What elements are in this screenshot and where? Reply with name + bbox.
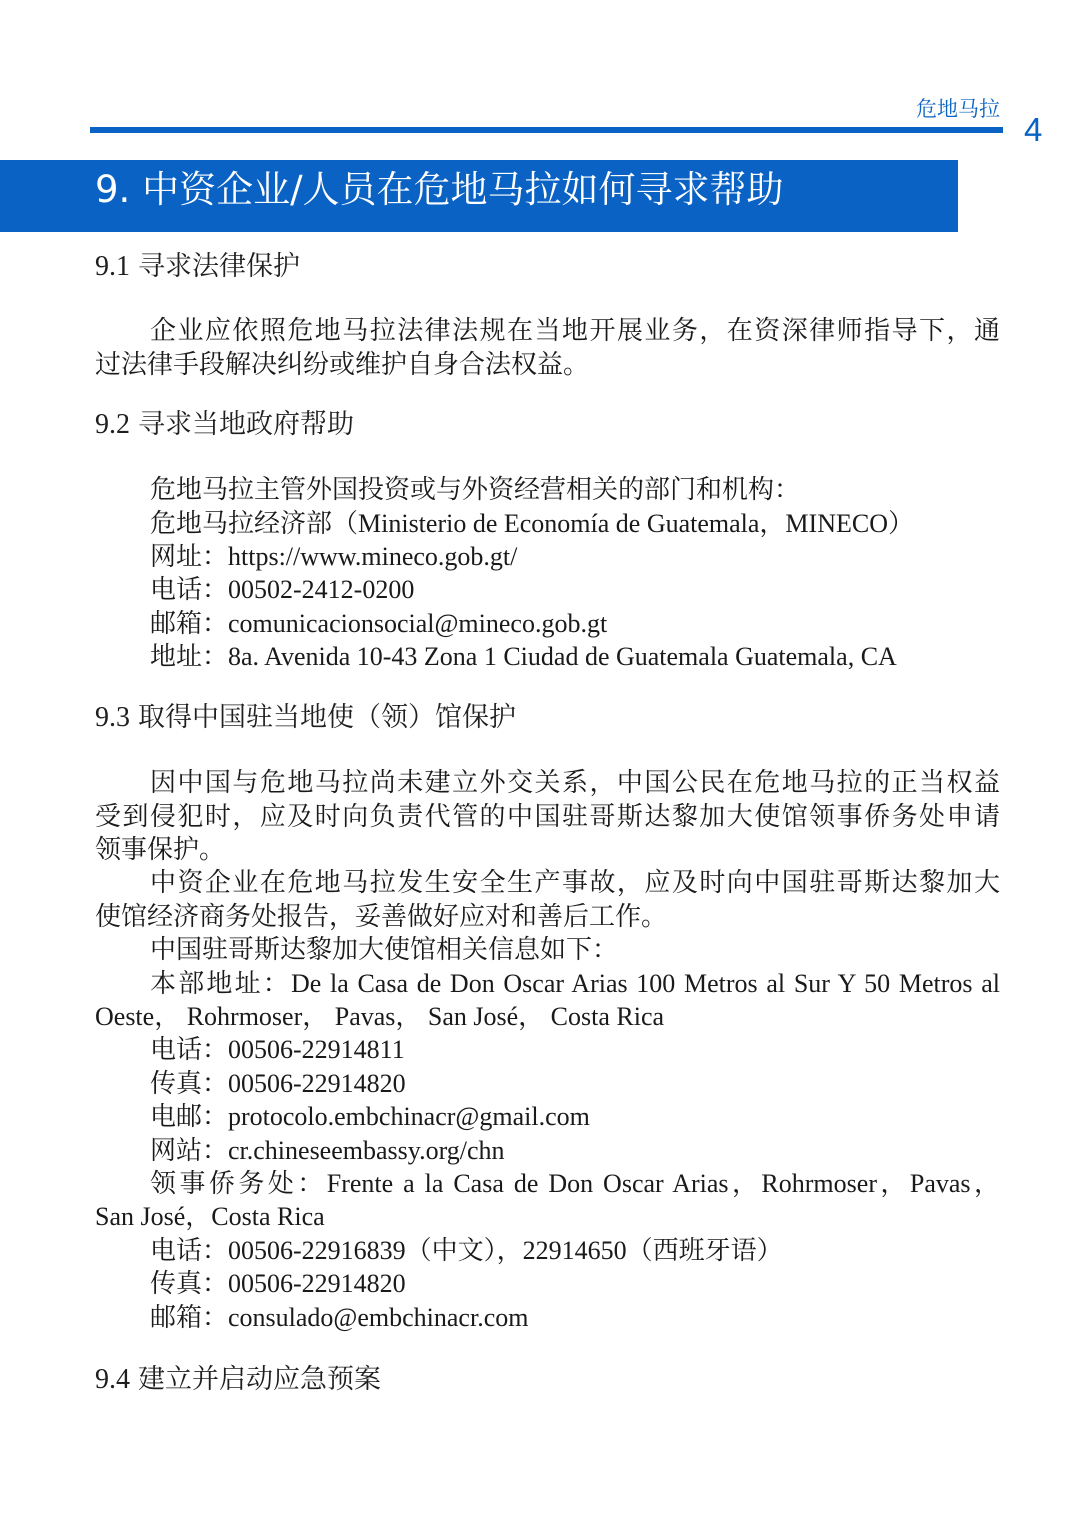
agency-name: 危地马拉经济部（Ministerio de Economía de Guatemala，MINECO） (150, 508, 914, 538)
section-number: 9.1 (95, 251, 130, 282)
header-rule (90, 127, 1003, 133)
embassy-fax: 传真：00506-22914820 (150, 1068, 406, 1098)
agency-email: 邮箱：comunicacionsocial@mineco.gob.gt (150, 608, 608, 638)
text-line: 因中国与危地马拉尚未建立外交关系，中国公民在危地马拉的正当权益 (150, 768, 1000, 798)
section-body-9-1 (95, 314, 1000, 381)
section-heading-9-2 (95, 405, 354, 445)
page-number: 4 (1024, 111, 1043, 148)
text-line: 中国驻哥斯达黎加大使馆相关信息如下： (150, 935, 619, 965)
section-title: 建立并启动应急预案 (138, 1364, 381, 1395)
text-line: 领事保护。 (95, 835, 226, 865)
section-number: 9.2 (95, 409, 130, 440)
embassy-email: 电邮：protocolo.embchinacr@gmail.com (150, 1102, 590, 1132)
section-heading-9-3 (95, 698, 516, 738)
chapter-banner (0, 160, 958, 232)
section-body-9-3 (95, 766, 1000, 1334)
chapter-title: 9. 中资企业/人员在危地马拉如何寻求帮助 (95, 168, 784, 211)
text-line: 中资企业在危地马拉发生安全生产事故，应及时向中国驻哥斯达黎加大 (150, 868, 1000, 898)
text-line: 受到侵犯时，应及时向负责代管的中国驻哥斯达黎加大使馆领事侨务处申请 (95, 801, 1000, 831)
section-title: 取得中国驻当地使（领）馆保护 (138, 702, 516, 733)
section-number: 9.3 (95, 702, 130, 733)
consular-email: 邮箱：consulado@embchinacr.com (150, 1302, 529, 1332)
text-line: 过法律手段解决纠纷或维护自身合法权益。 (95, 349, 590, 379)
section-heading-9-1 (95, 247, 300, 287)
text-line: 企业应依照危地马拉法律法规在当地开展业务，在资深律师指导下，通 (150, 316, 1000, 346)
consular-address: 领事侨务处：Frente a la Casa de Don Oscar Arias，Rohrmoser，Pavas， (150, 1168, 1000, 1198)
embassy-phone: 电话：00506-22914811 (150, 1035, 405, 1065)
consular-fax: 传真：00506-22914820 (150, 1269, 406, 1299)
running-title: 危地马拉 (916, 97, 1000, 121)
agency-address: 地址：8a. Avenida 10-43 Zona 1 Ciudad de Guatemala Guatemala, CA (150, 642, 897, 672)
embassy-address-cont: Oeste， Rohrmoser， Pavas， San José， Costa Rica (95, 1002, 665, 1032)
consular-phone: 电话：00506-22916839（中文），22914650（西班牙语） (150, 1235, 783, 1265)
section-heading-9-4 (95, 1360, 381, 1400)
section-title: 寻求当地政府帮助 (138, 409, 354, 440)
agency-website: 网址：https://www.mineco.gob.gt/ (150, 542, 518, 572)
text-line: 危地马拉主管外国投资或与外资经营相关的部门和机构： (150, 475, 801, 505)
agency-phone: 电话：00502-2412-0200 (150, 575, 415, 605)
section-body-9-2 (95, 473, 1000, 673)
section-title: 寻求法律保护 (138, 251, 300, 282)
text-line: 使馆经济商务处报告，妥善做好应对和善后工作。 (95, 901, 668, 931)
embassy-website: 网站：cr.chineseembassy.org/chn (150, 1135, 505, 1165)
consular-address-cont: San José，Costa Rica (95, 1202, 325, 1232)
embassy-address: 本部地址：De la Casa de Don Oscar Arias 100 Metros al Sur Y 50 Metros al (150, 968, 1000, 998)
section-number: 9.4 (95, 1364, 130, 1395)
